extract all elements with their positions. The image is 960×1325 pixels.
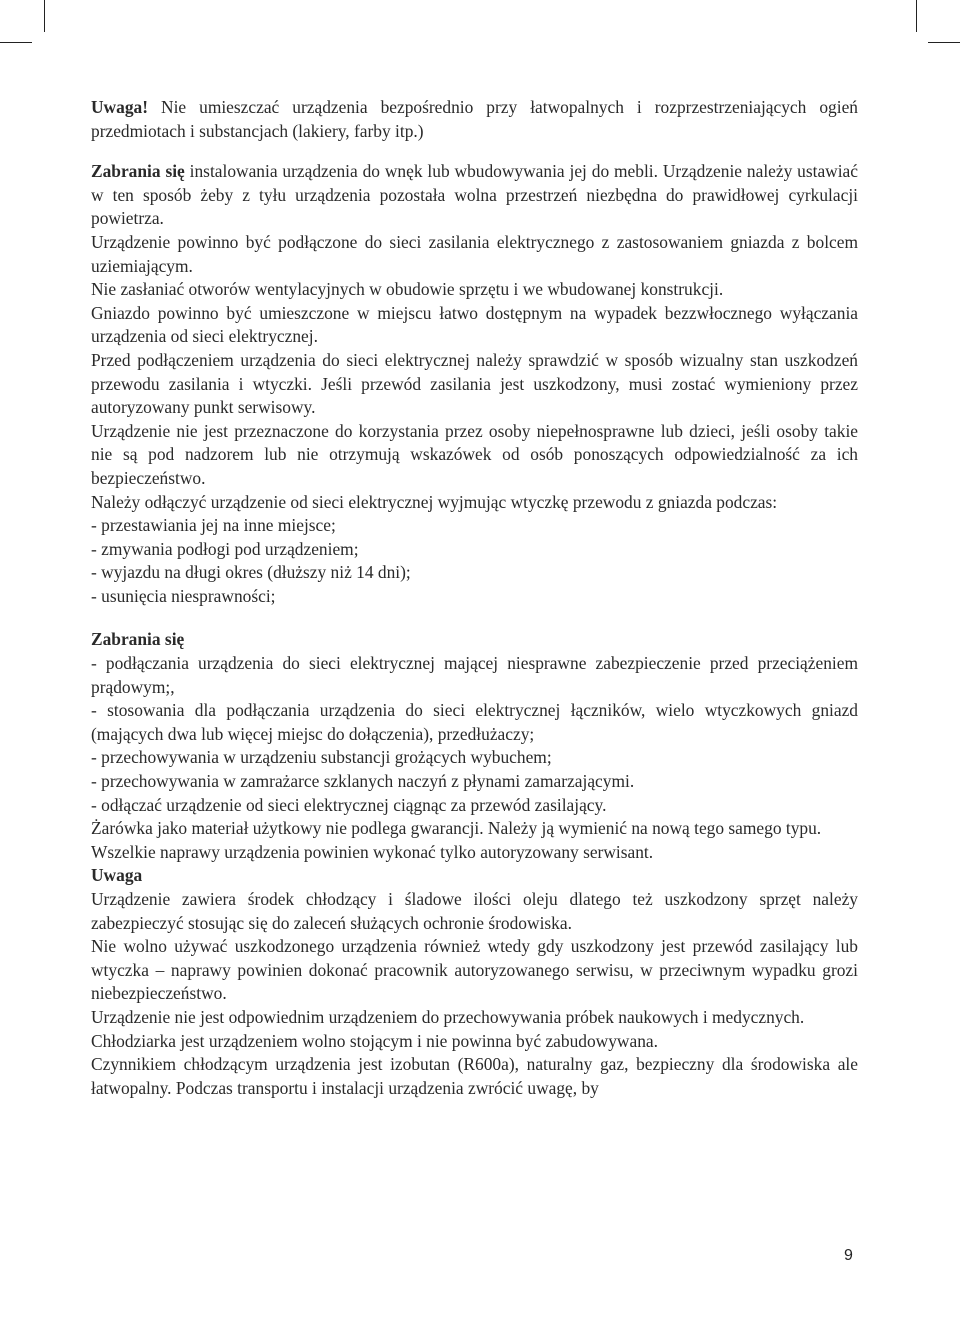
spacer [91, 608, 858, 628]
document-body [91, 96, 858, 1100]
paragraph-isobutane: Czynnikiem chłodzącym urządzenia jest izobutan (R600a), naturalny gaz, bezpieczny dla środowiska ale łatwopalny. Podczas transportu i instalacji urządzenia zwrócić uwagę, by [91, 1054, 858, 1098]
paragraph-socket-access: Gniazdo powinno być umieszczone w miejscu łatwo dostępnym na wypadek bezzwłocznego wyłączania urządzenia od sieci elektrycznej. [91, 302, 858, 347]
crop-mark-top-right [916, 0, 917, 32]
list-item: - przestawiania jej na inne miejsce; [91, 515, 336, 536]
list-item: - podłączania urządzenia do sieci elektrycznej mającej niesprawne zabezpieczenie przed przeciążeniem prądowym;, [91, 653, 858, 697]
paragraph-cable-check: Przed podłączeniem urządzenia do sieci elektrycznej należy sprawdzić w sposób wizualny stan uszkodzeń przewodu zasilania i wtyczki. Jeśli przewód zasilania jest uszkodzony, musi zostać wymieniony przez autoryzowany punkt serwisowy. [91, 349, 858, 418]
spacer [91, 143, 858, 160]
crop-mark-top-left [44, 0, 45, 32]
paragraph-text: instalowania urządzenia do wnęk lub wbudowywania jej do mebli. Urządzenie należy ustawiać w ten sposób żeby z tyłu urządzenia pozostała wolna przestrzeń niezbędna do prawidłowej cyrkulacji powietrza. [91, 161, 858, 229]
paragraph-warning-flammable [91, 96, 858, 143]
paragraph-bulb: Żarówka jako materiał użytkowy nie podlega gwarancji. Należy ją wymienić na nową tego samego typu. [91, 818, 822, 839]
page-number: 9 [844, 1247, 853, 1264]
paragraph-text: Nie umieszczać urządzenia bezpośrednio przy łatwopalnych i rozprzestrzeniających ogień przedmiotach i substancjach (lakiery, farby itp.) [91, 97, 858, 141]
paragraph-freestanding: Chłodziarka jest urządzeniem wolno stojącym i nie powinna być zabudowywana. [91, 1030, 658, 1051]
section-heading-prohibited: Zabrania się [91, 629, 185, 650]
lead-label: Uwaga! [91, 97, 148, 117]
list-item: - wyjazdu na długi okres (dłuższy niż 14 dni); [91, 562, 411, 583]
crop-mark-right-horizontal [928, 42, 960, 43]
paragraph-unplug-when: Należy odłączyć urządzenie od sieci elektrycznej wyjmując wtyczkę przewodu z gniazda podczas: [91, 491, 778, 512]
paragraph-samples: Urządzenie nie jest odpowiednim urządzeniem do przechowywania próbek naukowych i medycznych. [91, 1006, 805, 1027]
paragraph-repairs: Wszelkie naprawy urządzenia powinien wykonać tylko autoryzowany serwisant. [91, 841, 654, 862]
list-item: - stosowania dla podłączania urządzenia do sieci elektrycznej łączników, wielo wtyczkowych gniazd (mających dwa lub więcej miejsc do dołączenia), przedłużaczy; [91, 700, 858, 744]
list-item: - usunięcia niesprawności; [91, 585, 276, 606]
paragraph-refrigerant-oil: Urządzenie zawiera środek chłodzący i śladowe ilości oleju dlatego też uszkodzony sprzęt należy zabezpieczyć stosując się do zaleceń służących ochronie środowiska. [91, 889, 858, 933]
paragraph-ventilation: Nie zasłaniać otworów wentylacyjnych w obudowie sprzętu i we wbudowanej konstrukcji. [91, 279, 724, 300]
list-item: - przechowywania w urządzeniu substancji grożących wybuchem; [91, 747, 552, 768]
paragraph-grounded-socket: Urządzenie powinno być podłączone do sieci zasilania elektrycznego z zastosowaniem gniazda z bolcem uziemiającym. [91, 231, 858, 276]
section-heading-warning: Uwaga [91, 865, 143, 886]
lead-label: Zabrania się [91, 161, 185, 182]
list-item: - odłączać urządzenie od sieci elektrycznej ciągnąc za przewód zasilający. [91, 794, 607, 815]
list-item: - zmywania podłogi pod urządzeniem; [91, 538, 359, 559]
crop-mark-left-horizontal [0, 42, 32, 43]
paragraph-no-built-in [91, 160, 858, 231]
paragraph-supervision: Urządzenie nie jest przeznaczone do korzystania przez osoby niepełnosprawne lub dzieci, jeśli osoby takie nie są pod nadzorem lub nie otrzymują wskazówek od osób ponoszących odpowiedzialność za ich bezpieczeństwo. [91, 420, 858, 488]
paragraph-damaged-device: Nie wolno używać uszkodzonego urządzenia również wtedy gdy uszkodzony jest przewód zasilający lub wtyczka – naprawy powinien dokonać pracownik autoryzowanego serwisu, w przeciwnym wypadku grozi niebezpieczeństwo. [91, 936, 858, 1004]
list-item: - przechowywania w zamrażarce szklanych naczyń z płynami zamarzającymi. [91, 771, 635, 792]
